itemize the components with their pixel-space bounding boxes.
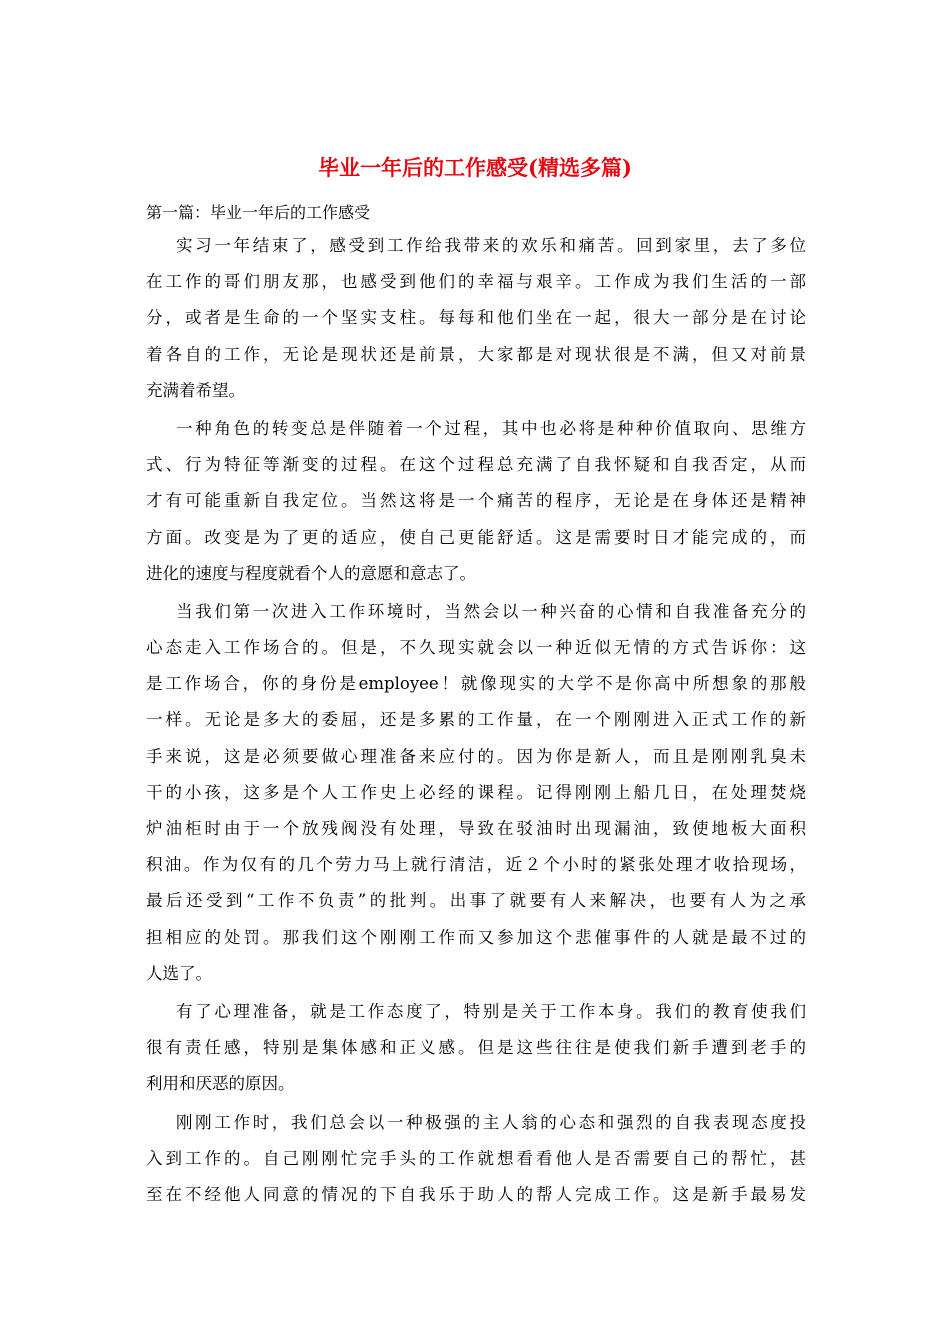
paragraph-line: 是工作场合，你的身份是employee！就像现实的大学不是你高中所想象的那般 xyxy=(146,674,806,694)
paragraph-line: 着各自的工作，无论是现状还是前景，大家都是对现状很是不满，但又对前景 xyxy=(146,344,806,364)
paragraph-line: 利用和厌恶的原因。 xyxy=(146,1074,295,1094)
paragraph-line: 炉油柜时由于一个放残阀没有处理，导致在驳油时出现漏油，致使地板大面积 xyxy=(146,819,806,838)
paragraph-line: 一种角色的转变总是伴随着一个过程，其中也必将是种种价值取向、思维方 xyxy=(176,418,806,438)
document-body xyxy=(146,228,806,1215)
paragraph-line: 式、行为特征等渐变的过程。在这个过程总充满了自我怀疑和自我否定，从而 xyxy=(146,455,806,475)
paragraph xyxy=(146,228,806,409)
paragraph-line: 方面。改变是为了更的适应，使自己更能舒适。这是需要时日才能完成的，而 xyxy=(146,527,806,547)
paragraph-line: 当我们第一次进入工作环境时，当然会以一种兴奋的心情和自我准备充分的 xyxy=(176,601,806,621)
paragraph-line: 手来说，这是必须要做心理准备来应付的。因为你是新人，而且是刚刚乳臭未 xyxy=(146,746,806,766)
paragraph-line: 人选了。 xyxy=(146,963,212,983)
paragraph xyxy=(146,594,806,992)
paragraph xyxy=(146,994,806,1103)
paragraph-line: 积油。作为仅有的几个劳力马上就行清洁，近２个小时的紧张处理才收拾现场， xyxy=(146,855,806,875)
paragraph-line: 分，或者是生命的一个坚实支柱。每每和他们坐在一起，很大一部分是在讨论 xyxy=(146,308,806,328)
paragraph-line: 担相应的处罚。那我们这个刚刚工作而又参加这个悲催事件的人就是最不过的 xyxy=(146,927,806,947)
paragraph-line: 有了心理准备，就是工作态度了，特别是关于工作本身。我们的教育使我们 xyxy=(176,1001,806,1021)
paragraph-line: 进化的速度与程度就看个人的意愿和意志了。 xyxy=(146,563,476,583)
paragraph-line: 很有责任感，特别是集体感和正义感。但是这些往往是使我们新手遭到老手的 xyxy=(146,1038,806,1058)
paragraph-line: 刚刚工作时，我们总会以一种极强的主人翁的心态和强烈的自我表现态度投 xyxy=(176,1112,806,1132)
paragraph xyxy=(146,1105,806,1214)
paragraph-line: 干的小孩，这多是个人工作史上必经的课程。记得刚刚上船几日，在处理焚烧 xyxy=(146,782,806,802)
paragraph-line: 心态走入工作场合的。但是，不久现实就会以一种近似无情的方式告诉你：这 xyxy=(146,638,806,658)
section-heading: 第一篇：毕业一年后的工作感受 xyxy=(146,203,371,222)
paragraph xyxy=(146,411,806,592)
paragraph-line: 一样。无论是多大的委屈，还是多累的工作量，在一个刚刚进入正式工作的新 xyxy=(146,710,806,730)
paragraph-line: 最后还受到“工作不负责”的批判。出事了就要有人来解决，也要有人为之承 xyxy=(146,891,806,911)
paragraph-line: 充满着希望。 xyxy=(146,380,245,400)
document-title: 毕业一年后的工作感受(精选多篇) xyxy=(318,155,632,180)
paragraph-line: 在工作的哥们朋友那，也感受到他们的幸福与艰辛。工作成为我们生活的一部 xyxy=(146,272,806,292)
paragraph-line: 入到工作的。自己刚刚忙完手头的工作就想看看他人是否需要自己的帮忙，甚 xyxy=(146,1148,806,1168)
paragraph-line: 至在不经他人同意的情况的下自我乐于助人的帮人完成工作。这是新手最易发 xyxy=(146,1184,806,1204)
paragraph-line: 才有可能重新自我定位。当然这将是一个痛苦的程序，无论是在身体还是精神 xyxy=(146,491,806,511)
paragraph-line: 实习一年结束了，感受到工作给我带来的欢乐和痛苦。回到家里，去了多位 xyxy=(176,236,806,255)
